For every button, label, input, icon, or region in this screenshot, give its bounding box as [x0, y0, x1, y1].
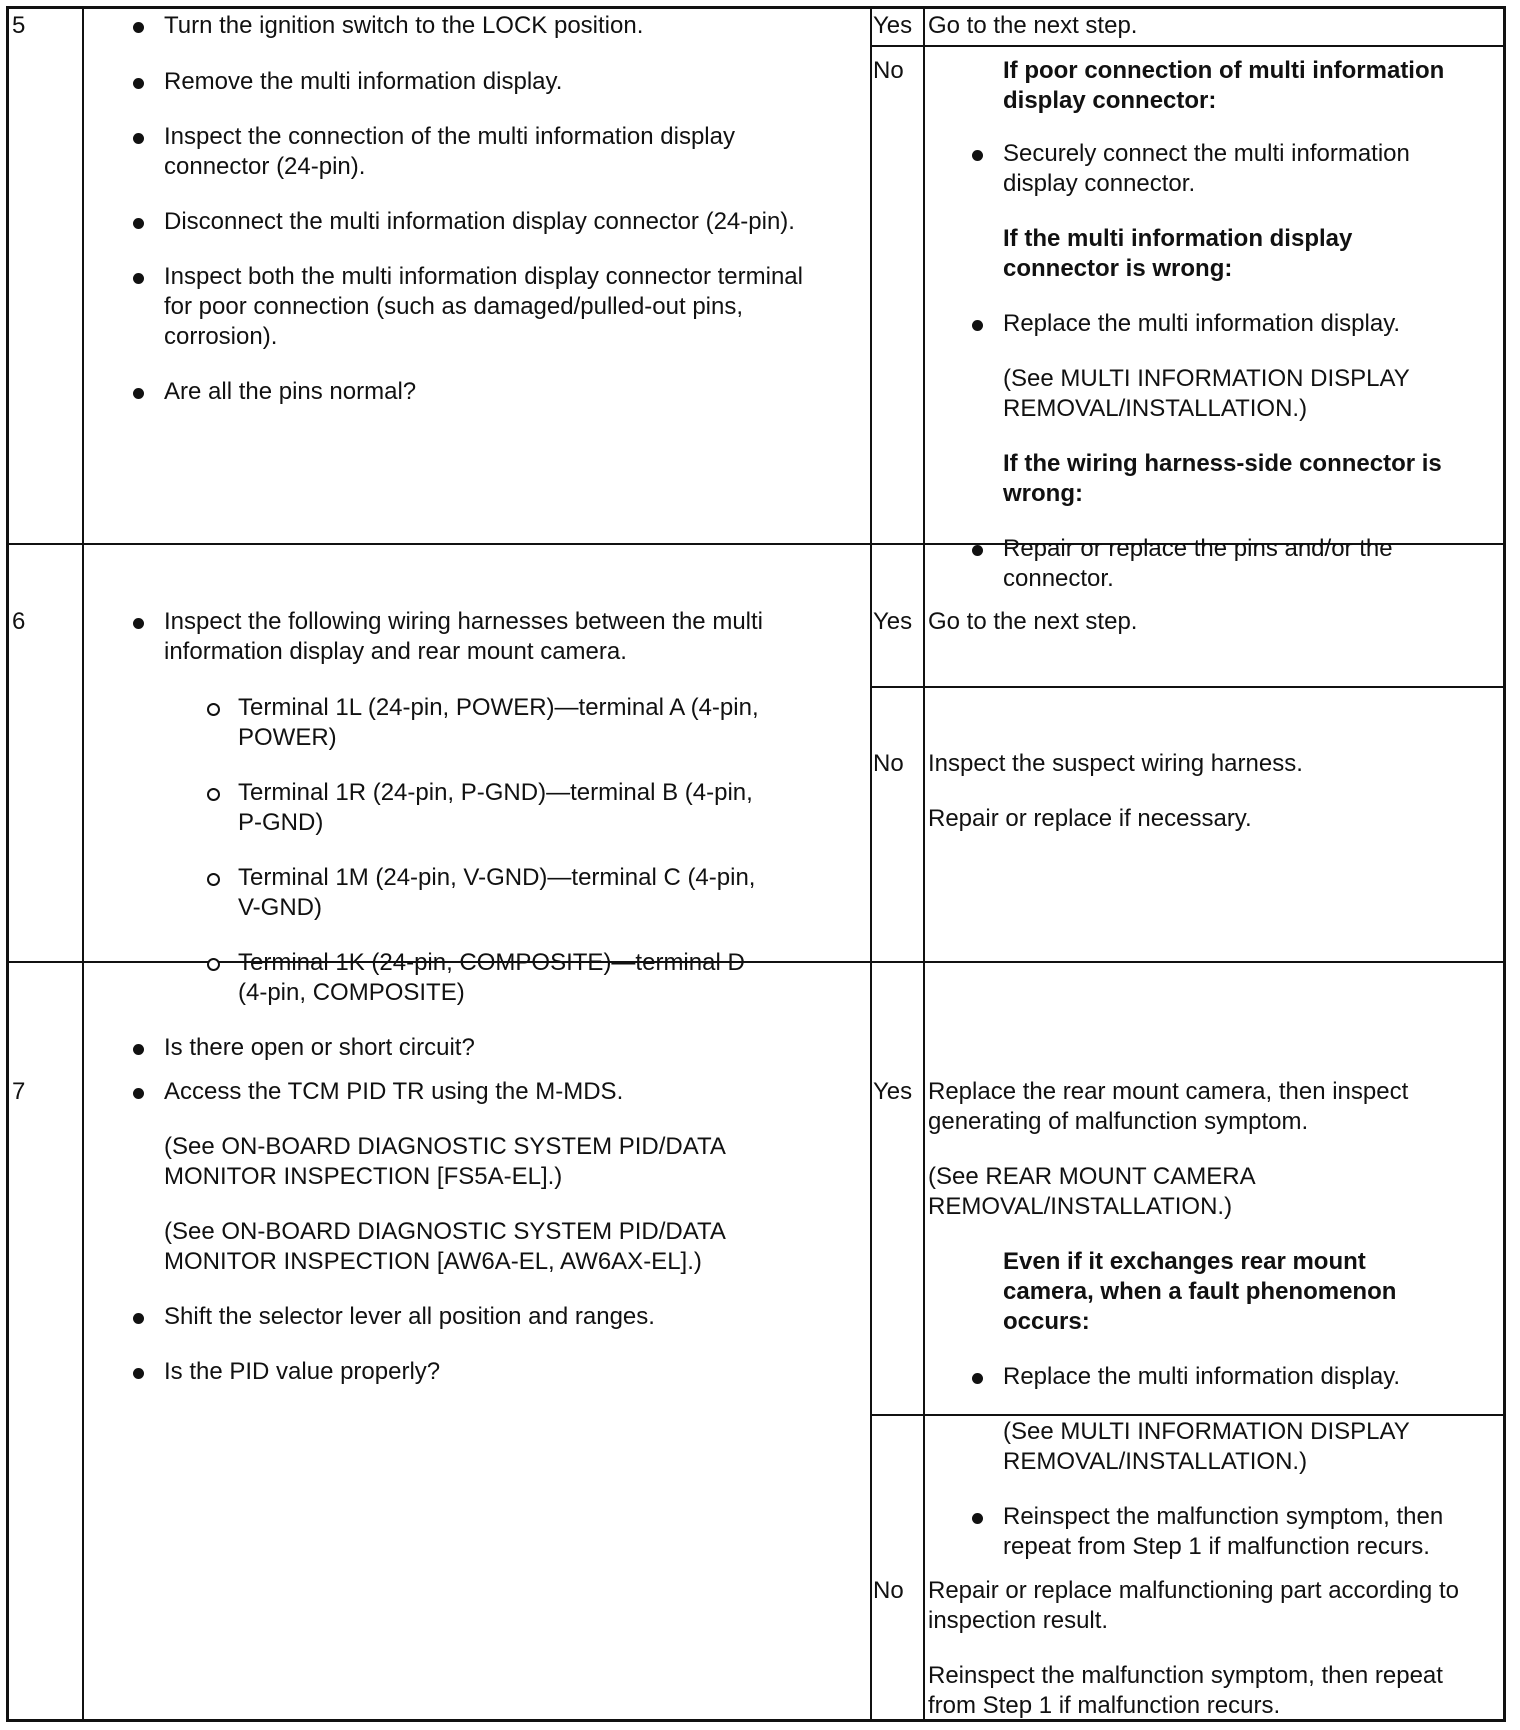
- condition-heading-cont: wrong:: [1003, 480, 1083, 507]
- column-divider: [870, 9, 872, 1719]
- condition-heading-cont: camera, when a fault phenomenon: [1003, 1278, 1397, 1305]
- bullet-icon: [133, 1313, 144, 1324]
- yes-label: Yes: [873, 12, 913, 39]
- inspection-item: Inspect the following wiring harnesses between the multi: [164, 608, 763, 635]
- column-divider: [923, 9, 925, 1719]
- bullet-icon: [133, 388, 144, 399]
- bullet-icon: [972, 545, 983, 556]
- terminal-item: Terminal 1L (24-pin, POWER)—terminal A (4-pin,: [238, 694, 759, 721]
- bullet-icon: [972, 1513, 983, 1524]
- terminal-item-cont: POWER): [238, 724, 337, 751]
- reference-text: (See MULTI INFORMATION DISPLAY: [1003, 1418, 1410, 1445]
- no-label: No: [873, 1577, 904, 1604]
- reference-text-cont: MONITOR INSPECTION [FS5A-EL].): [164, 1163, 563, 1190]
- bullet-icon: [133, 1088, 144, 1099]
- condition-heading: If the wiring harness-side connector is: [1003, 450, 1442, 477]
- yes-action-cont: generating of malfunction symptom.: [928, 1108, 1309, 1135]
- reference-text: (See MULTI INFORMATION DISPLAY: [1003, 365, 1410, 392]
- sub-bullet-icon: [207, 873, 220, 886]
- condition-heading-cont: occurs:: [1003, 1308, 1090, 1335]
- inspection-item-cont: information display and rear mount camera.: [164, 638, 627, 665]
- condition-heading: If the multi information display: [1003, 225, 1353, 252]
- bullet-icon: [133, 78, 144, 89]
- sub-bullet-icon: [207, 788, 220, 801]
- no-action: Inspect the suspect wiring harness.: [928, 750, 1303, 777]
- inspection-item-cont: connector (24-pin).: [164, 153, 366, 180]
- reference-text: (See ON-BOARD DIAGNOSTIC SYSTEM PID/DATA: [164, 1218, 726, 1245]
- action-item-cont: connector.: [1003, 565, 1114, 592]
- inspection-item-cont: corrosion).: [164, 323, 278, 350]
- bullet-icon: [133, 273, 144, 284]
- step-number: 5: [12, 12, 26, 39]
- condition-heading: Even if it exchanges rear mount: [1003, 1248, 1366, 1275]
- bullet-icon: [972, 150, 983, 161]
- no-label: No: [873, 57, 904, 84]
- terminal-item: Terminal 1K (24-pin, COMPOSITE)—terminal D: [238, 949, 745, 976]
- terminal-item-cont: (4-pin, COMPOSITE): [238, 979, 465, 1006]
- inspection-item: Turn the ignition switch to the LOCK position.: [164, 12, 644, 39]
- yes-action: Go to the next step.: [928, 12, 1138, 39]
- action-item: Securely connect the multi information: [1003, 140, 1410, 167]
- reference-text-cont: REMOVAL/INSTALLATION.): [1003, 395, 1308, 422]
- inspection-item: Remove the multi information display.: [164, 68, 563, 95]
- inspection-question: Is the PID value properly?: [164, 1358, 441, 1385]
- reference-text-cont: MONITOR INSPECTION [AW6A-EL, AW6AX-EL].): [164, 1248, 702, 1275]
- inspection-question: Is there open or short circuit?: [164, 1034, 475, 1061]
- inspection-item: Disconnect the multi information display connector (24-pin).: [164, 208, 795, 235]
- reference-text: (See ON-BOARD DIAGNOSTIC SYSTEM PID/DATA: [164, 1133, 726, 1160]
- bullet-icon: [972, 1373, 983, 1384]
- bullet-icon: [133, 1368, 144, 1379]
- yes-no-divider: [870, 686, 1503, 688]
- condition-heading-cont: display connector:: [1003, 87, 1217, 114]
- sub-bullet-icon: [207, 958, 220, 971]
- no-action: Repair or replace if necessary.: [928, 805, 1252, 832]
- sub-bullet-icon: [207, 703, 220, 716]
- inspection-item-cont: for poor connection (such as damaged/pulled-out pins,: [164, 293, 744, 320]
- bullet-icon: [133, 218, 144, 229]
- terminal-item: Terminal 1M (24-pin, V-GND)—terminal C (4-pin,: [238, 864, 756, 891]
- no-action: Reinspect the malfunction symptom, then repeat: [928, 1662, 1443, 1689]
- action-item: Reinspect the malfunction symptom, then: [1003, 1503, 1444, 1530]
- yes-label: Yes: [873, 1078, 913, 1105]
- yes-action: Replace the rear mount camera, then inspect: [928, 1078, 1409, 1105]
- action-item-cont: display connector.: [1003, 170, 1196, 197]
- bullet-icon: [133, 133, 144, 144]
- reference-text: (See REAR MOUNT CAMERA: [928, 1163, 1256, 1190]
- action-item-cont: repeat from Step 1 if malfunction recurs.: [1003, 1533, 1430, 1560]
- inspection-item: Inspect the connection of the multi information display: [164, 123, 735, 150]
- row-divider: [9, 961, 1503, 963]
- yes-no-divider: [870, 1414, 1503, 1416]
- action-item: Replace the multi information display.: [1003, 1363, 1401, 1390]
- condition-heading-cont: connector is wrong:: [1003, 255, 1233, 282]
- inspection-item: Shift the selector lever all position and ranges.: [164, 1303, 655, 1330]
- step-number: 6: [12, 608, 26, 635]
- inspection-item: Inspect both the multi information display connector terminal: [164, 263, 803, 290]
- terminal-item-cont: V-GND): [238, 894, 322, 921]
- inspection-item: Access the TCM PID TR using the M-MDS.: [164, 1078, 624, 1105]
- terminal-item: Terminal 1R (24-pin, P-GND)—terminal B (4-pin,: [238, 779, 753, 806]
- no-action-cont: inspection result.: [928, 1607, 1109, 1634]
- yes-no-divider: [870, 45, 1503, 47]
- no-action-cont: from Step 1 if malfunction recurs.: [928, 1692, 1281, 1719]
- bullet-icon: [133, 618, 144, 629]
- yes-label: Yes: [873, 608, 913, 635]
- bullet-icon: [133, 22, 144, 33]
- condition-heading: If poor connection of multi information: [1003, 57, 1445, 84]
- no-action: Repair or replace malfunctioning part according to: [928, 1577, 1459, 1604]
- reference-text-cont: REMOVAL/INSTALLATION.): [928, 1193, 1233, 1220]
- step-number: 7: [12, 1078, 26, 1105]
- yes-action: Go to the next step.: [928, 608, 1138, 635]
- column-divider: [82, 9, 84, 1719]
- reference-text-cont: REMOVAL/INSTALLATION.): [1003, 1448, 1308, 1475]
- bullet-icon: [133, 1044, 144, 1055]
- no-label: No: [873, 750, 904, 777]
- action-item: Replace the multi information display.: [1003, 310, 1401, 337]
- terminal-item-cont: P-GND): [238, 809, 324, 836]
- inspection-item: Are all the pins normal?: [164, 378, 417, 405]
- bullet-icon: [972, 320, 983, 331]
- action-item: Repair or replace the pins and/or the: [1003, 535, 1393, 562]
